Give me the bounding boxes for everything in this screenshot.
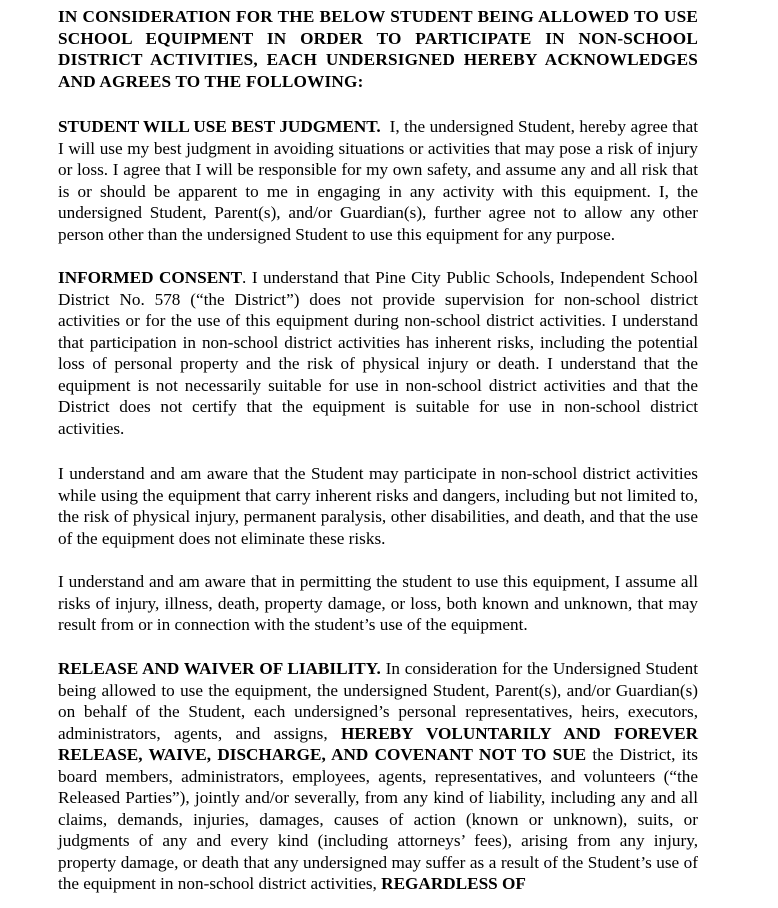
release-waiver-body-2: the District, its board members, administrators, employees, agents, representatives, and volunteers (“the Released Parties”), jointly and/or severally, from any kind of liability, including any and all claims, demands, injuries, damages, causes of action (known or unknown), suits, or judgments of any and every kind (including attorneys’ fees), arising from any injury, property damage, or death that any undersigned may suffer as a result of the Student’s use of the equipment in non-school district activities, bbox=[58, 745, 698, 893]
best-judgment-heading: STUDENT WILL USE BEST JUDGMENT. bbox=[58, 117, 381, 136]
intro-paragraph: IN CONSIDERATION FOR THE BELOW STUDENT BEING ALLOWED TO USE SCHOOL EQUIPMENT IN ORDER TO PARTICIPATE IN NON-SCHOOL DISTRICT ACTIVITIES, EACH UNDERSIGNED HEREBY ACKNOWLEDGES AND AGREES TO THE FOLLOWING: bbox=[58, 7, 698, 91]
release-waiver-emphasis-1: HEREBY VOLUNTARILY AND FOREVER RELEASE, WAIVE, DISCHARGE, AND COVENANT NOT TO SUE bbox=[58, 723, 699, 764]
release-waiver-emphasis-2: REGARDLESS OF bbox=[381, 874, 526, 893]
informed-consent-paragraph bbox=[58, 267, 698, 439]
assume-risks-paragraph: I understand and am aware that in permitting the student to use this equipment, I assume all risks of injury, illness, death, property damage, or loss, both known and unknown, that may result from or in connection with the student’s use of the equipment. bbox=[58, 572, 698, 634]
best-judgment-body: I, the undersigned Student, hereby agree that I will use my best judgment in avoiding situations or activities that may pose a risk of injury or loss. I agree that I will be responsible for my own safety, and assume any and all risk that is or should be apparent to me in engaging in any activity with this equipment. I, the undersigned Student, Parent(s), and/or Guardian(s), further agree not to allow any other person other than the undersigned Student to use this equipment for any purpose. bbox=[58, 117, 698, 244]
inherent-risks-paragraph: I understand and am aware that the Student may participate in non-school district activities while using the equipment that carry inherent risks and dangers, including but not limited to, the risk of physical injury, permanent paralysis, other disabilities, and death, and that the use of the equipment does not eliminate these risks. bbox=[58, 464, 698, 548]
release-waiver-body-1: In consideration for the Undersigned Student being allowed to use the equipment, the undersigned Student, Parent(s), and/or Guardian(s) on behalf of the Student, each undersigned’s personal representatives, heirs, executors, administrators, agents, and assigns, bbox=[58, 659, 698, 743]
best-judgment-paragraph bbox=[58, 116, 698, 245]
informed-consent-body: . I understand that Pine City Public Schools, Independent School District No. 578 (“the District”) does not provide supervision for non-school district activities or for the use of this equipment during non-school district activities. I understand that participation in non-school district activities has inherent risks, including the potential loss of personal property and the risk of physical injury or death. I understand that the equipment is not necessarily suitable for use in non-school district activities and that the District does not certify that the equipment is suitable for use in non-school district activities. bbox=[58, 268, 698, 438]
informed-consent-heading: INFORMED CONSENT bbox=[58, 268, 243, 287]
release-waiver-heading: RELEASE AND WAIVER OF LIABILITY. bbox=[58, 659, 381, 678]
release-waiver-paragraph bbox=[58, 658, 698, 895]
